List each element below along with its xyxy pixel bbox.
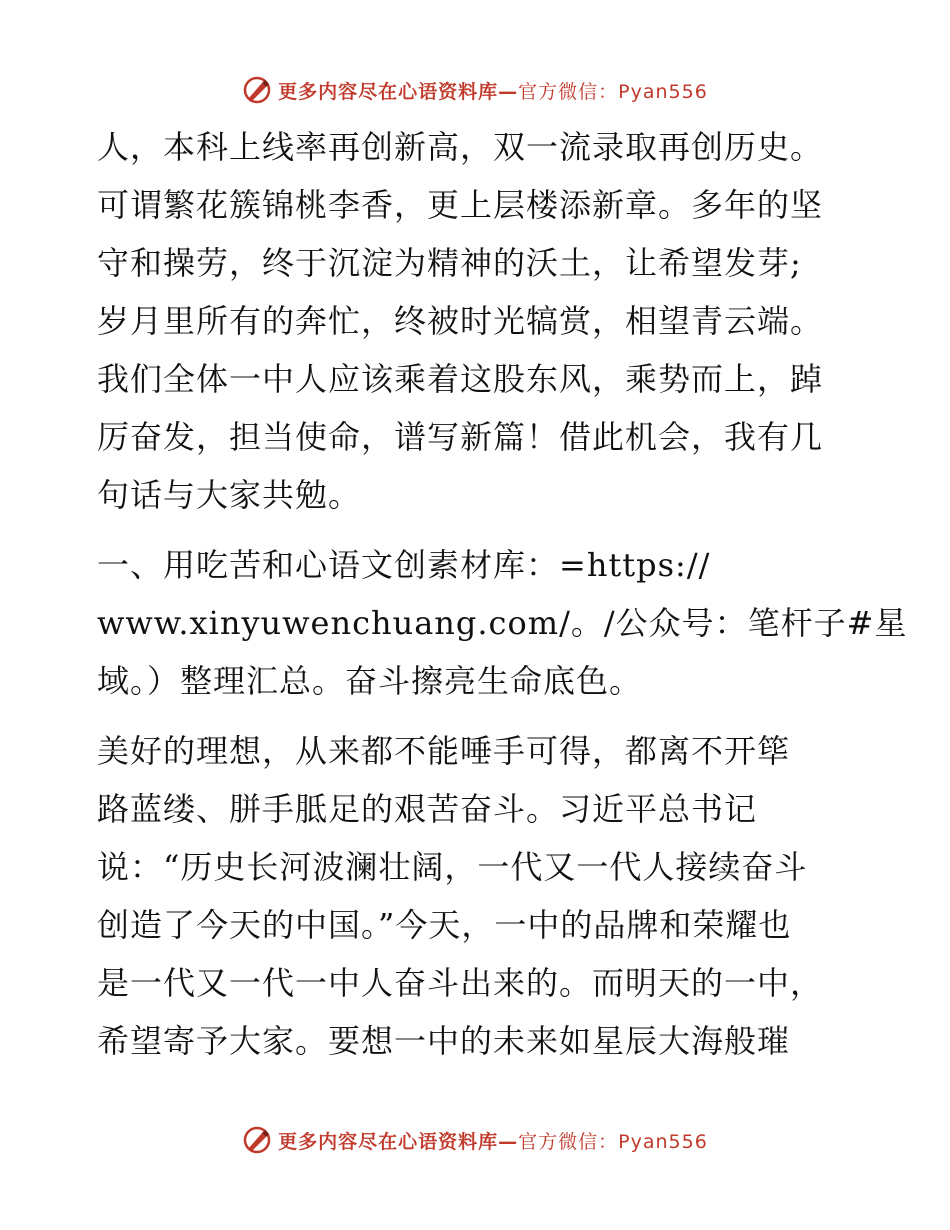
paragraph-gap: [97, 524, 857, 536]
text-line: 是一代又一代一中人奋斗出来的。而明天的一中，: [97, 964, 824, 1002]
paragraph-gap: [97, 710, 857, 722]
banner-library-text: 更多内容尽在心语资料库—: [278, 1130, 519, 1153]
banner-text: [278, 77, 708, 104]
text-line: 一、用吃苦和心语文创素材库：=https://: [97, 546, 711, 584]
banner-text: [278, 1127, 708, 1154]
banner-wechat-text: 官方微信：Pyan556: [518, 1130, 708, 1153]
footer-banner: [0, 1120, 950, 1160]
text-line: 我们全体一中人应该乘着这股东风，乘势而上，踔: [97, 360, 824, 398]
pen-logo-icon: [242, 75, 272, 105]
text-line: 厉奋发，担当使命，谱写新篇！借此机会，我有几: [97, 418, 824, 456]
text-line: 可谓繁花簇锦桃李香，更上层楼添新章。多年的坚: [97, 186, 824, 224]
text-line: 美好的理想，从来都不能唾手可得，都离不开筚: [97, 732, 791, 770]
text-line: 希望寄予大家。要想一中的未来如星辰大海般璀: [97, 1022, 791, 1060]
text-line: 域。）整理汇总。奋斗擦亮生命底色。: [97, 662, 643, 700]
banner-wechat-text: 官方微信：Pyan556: [518, 80, 708, 103]
header-banner: [0, 70, 950, 110]
pen-logo-icon: [242, 1125, 272, 1155]
text-line: www.xinyuwenchuang.com/。/公众号：笔杆子#星: [97, 604, 908, 642]
text-line: 创造了今天的中国。”今天，一中的品牌和荣耀也: [97, 906, 792, 944]
text-line: 守和操劳，终于沉淀为精神的沃土，让希望发芽;: [97, 244, 802, 282]
text-line: 说：“历史长河波澜壮阔，一代又一代人接续奋斗: [97, 848, 808, 886]
paragraph-2: [97, 536, 908, 710]
banner-library-text: 更多内容尽在心语资料库—: [278, 80, 519, 103]
paragraph-1: [97, 118, 857, 524]
document-body: [97, 118, 908, 1070]
text-line: 岁月里所有的奔忙，终被时光犒赏，相望青云端。: [97, 302, 824, 340]
text-line: 人，本科上线率再创新高，双一流录取再创历史。: [97, 128, 824, 166]
paragraph-3: [97, 722, 857, 1070]
text-line: 句话与大家共勉。: [97, 476, 362, 514]
text-line: 路蓝缕、胼手胝足的艰苦奋斗。习近平总书记: [97, 790, 758, 828]
